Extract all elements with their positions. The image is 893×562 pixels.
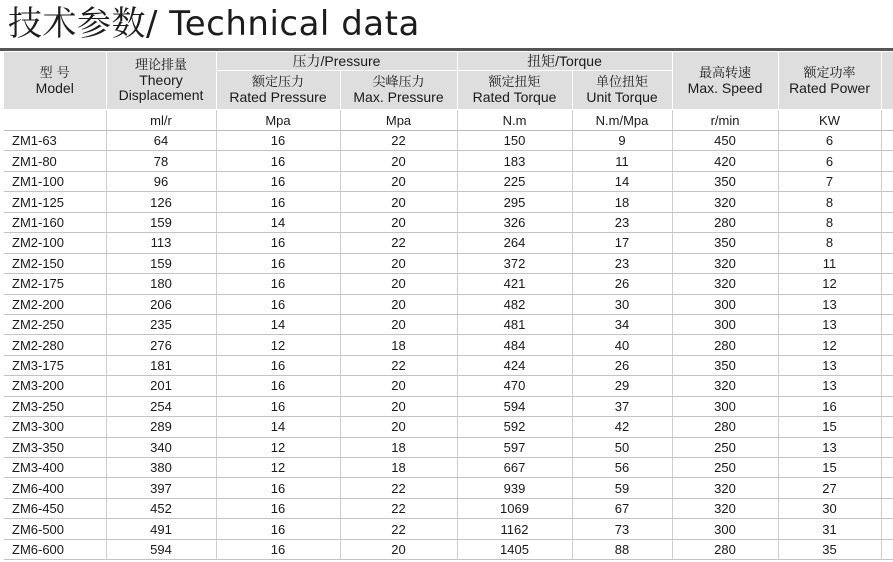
extra-cell	[881, 417, 893, 437]
value-cell: 16	[216, 539, 340, 559]
header-displacement: 理论排量 Theory Displacement	[106, 52, 216, 110]
table-row	[4, 498, 893, 518]
header-extra-cell	[881, 52, 893, 110]
value-cell: 421	[457, 274, 572, 294]
table-row	[4, 458, 893, 478]
header-max-pressure: 尖峰压力 Max. Pressure	[340, 71, 457, 110]
value-cell: 18	[340, 458, 457, 478]
extra-cell	[881, 253, 893, 273]
extra-cell	[881, 274, 893, 294]
title-divider	[0, 48, 893, 51]
value-cell: 13	[778, 294, 881, 314]
value-cell: 592	[457, 417, 572, 437]
value-cell: 159	[106, 212, 216, 232]
value-cell: 50	[572, 437, 672, 457]
value-cell: 40	[572, 335, 672, 355]
value-cell: 201	[106, 376, 216, 396]
value-cell: 482	[457, 294, 572, 314]
value-cell: 42	[572, 417, 672, 437]
unit-cell: ml/r	[106, 110, 216, 131]
value-cell: 300	[672, 519, 778, 539]
value-cell: 12	[778, 274, 881, 294]
value-cell: 594	[457, 396, 572, 416]
value-cell: 397	[106, 478, 216, 498]
value-cell: 16	[216, 151, 340, 171]
value-cell: 289	[106, 417, 216, 437]
value-cell: 22	[340, 519, 457, 539]
value-cell: 9	[572, 131, 672, 151]
extra-cell	[881, 376, 893, 396]
table-body	[4, 131, 893, 560]
model-cell: ZM2-280	[4, 335, 106, 355]
table-row	[4, 212, 893, 232]
extra-cell	[881, 192, 893, 212]
model-cell: ZM2-200	[4, 294, 106, 314]
unit-cell: r/min	[672, 110, 778, 131]
value-cell: 450	[672, 131, 778, 151]
value-cell: 26	[572, 274, 672, 294]
value-cell: 667	[457, 458, 572, 478]
value-cell: 20	[340, 314, 457, 334]
value-cell: 235	[106, 314, 216, 334]
model-cell: ZM6-450	[4, 498, 106, 518]
table-row	[4, 478, 893, 498]
value-cell: 15	[778, 417, 881, 437]
value-cell: 320	[672, 376, 778, 396]
unit-cell: N.m	[457, 110, 572, 131]
value-cell: 6	[778, 151, 881, 171]
model-cell: ZM2-150	[4, 253, 106, 273]
table-row	[4, 171, 893, 191]
model-cell: ZM3-300	[4, 417, 106, 437]
value-cell: 22	[340, 498, 457, 518]
value-cell: 16	[216, 498, 340, 518]
value-cell: 15	[778, 458, 881, 478]
value-cell: 8	[778, 233, 881, 253]
value-cell: 420	[672, 151, 778, 171]
value-cell: 13	[778, 314, 881, 334]
table-row	[4, 396, 893, 416]
value-cell: 16	[216, 376, 340, 396]
model-cell: ZM6-600	[4, 539, 106, 559]
value-cell: 22	[340, 131, 457, 151]
value-cell: 300	[672, 294, 778, 314]
value-cell: 300	[672, 314, 778, 334]
unit-cell-extra	[881, 110, 893, 131]
header-max-speed: 最高转速 Max. Speed	[672, 52, 778, 110]
model-cell: ZM2-175	[4, 274, 106, 294]
extra-cell	[881, 396, 893, 416]
value-cell: 939	[457, 478, 572, 498]
value-cell: 23	[572, 212, 672, 232]
model-cell: ZM2-250	[4, 314, 106, 334]
table-row	[4, 233, 893, 253]
value-cell: 206	[106, 294, 216, 314]
value-cell: 88	[572, 539, 672, 559]
value-cell: 16	[216, 396, 340, 416]
value-cell: 6	[778, 131, 881, 151]
value-cell: 67	[572, 498, 672, 518]
value-cell: 30	[778, 498, 881, 518]
value-cell: 326	[457, 212, 572, 232]
header-pressure-group: 压力/Pressure	[216, 52, 457, 71]
extra-cell	[881, 437, 893, 457]
value-cell: 20	[340, 396, 457, 416]
value-cell: 250	[672, 458, 778, 478]
value-cell: 16	[216, 519, 340, 539]
extra-cell	[881, 294, 893, 314]
value-cell: 16	[778, 396, 881, 416]
extra-cell	[881, 519, 893, 539]
value-cell: 484	[457, 335, 572, 355]
value-cell: 64	[106, 131, 216, 151]
value-cell: 183	[457, 151, 572, 171]
model-cell: ZM2-100	[4, 233, 106, 253]
model-cell: ZM1-63	[4, 131, 106, 151]
value-cell: 300	[672, 396, 778, 416]
value-cell: 16	[216, 294, 340, 314]
model-cell: ZM3-250	[4, 396, 106, 416]
value-cell: 470	[457, 376, 572, 396]
table-row	[4, 151, 893, 171]
value-cell: 594	[106, 539, 216, 559]
value-cell: 17	[572, 233, 672, 253]
value-cell: 280	[672, 212, 778, 232]
value-cell: 20	[340, 253, 457, 273]
value-cell: 12	[778, 335, 881, 355]
value-cell: 276	[106, 335, 216, 355]
value-cell: 18	[572, 192, 672, 212]
extra-cell	[881, 539, 893, 559]
value-cell: 14	[572, 171, 672, 191]
value-cell: 491	[106, 519, 216, 539]
value-cell: 380	[106, 458, 216, 478]
table-row	[4, 335, 893, 355]
value-cell: 372	[457, 253, 572, 273]
value-cell: 20	[340, 171, 457, 191]
extra-cell	[881, 458, 893, 478]
model-cell: ZM3-200	[4, 376, 106, 396]
value-cell: 23	[572, 253, 672, 273]
value-cell: 350	[672, 355, 778, 375]
value-cell: 280	[672, 539, 778, 559]
table-row	[4, 519, 893, 539]
extra-cell	[881, 233, 893, 253]
value-cell: 16	[216, 274, 340, 294]
value-cell: 481	[457, 314, 572, 334]
value-cell: 280	[672, 335, 778, 355]
value-cell: 13	[778, 437, 881, 457]
table-row	[4, 539, 893, 559]
table-row	[4, 294, 893, 314]
value-cell: 13	[778, 376, 881, 396]
model-cell: ZM1-160	[4, 212, 106, 232]
value-cell: 37	[572, 396, 672, 416]
header-torque-group: 扭矩/Torque	[457, 52, 672, 71]
value-cell: 113	[106, 233, 216, 253]
value-cell: 16	[216, 131, 340, 151]
value-cell: 20	[340, 192, 457, 212]
extra-cell	[881, 131, 893, 151]
value-cell: 20	[340, 417, 457, 437]
value-cell: 12	[216, 437, 340, 457]
units-row	[4, 110, 893, 131]
extra-cell	[881, 498, 893, 518]
value-cell: 7	[778, 171, 881, 191]
model-cell: ZM3-400	[4, 458, 106, 478]
value-cell: 295	[457, 192, 572, 212]
value-cell: 59	[572, 478, 672, 498]
page-title: 技术参数/ Technical data	[8, 4, 420, 44]
value-cell: 1069	[457, 498, 572, 518]
header-rated-power: 额定功率 Rated Power	[778, 52, 881, 110]
value-cell: 16	[216, 478, 340, 498]
value-cell: 13	[778, 355, 881, 375]
technical-data-table	[4, 52, 893, 560]
extra-cell	[881, 171, 893, 191]
value-cell: 16	[216, 233, 340, 253]
value-cell: 22	[340, 233, 457, 253]
model-cell: ZM1-100	[4, 171, 106, 191]
value-cell: 30	[572, 294, 672, 314]
value-cell: 26	[572, 355, 672, 375]
value-cell: 14	[216, 417, 340, 437]
value-cell: 14	[216, 212, 340, 232]
value-cell: 20	[340, 376, 457, 396]
table-row	[4, 192, 893, 212]
value-cell: 225	[457, 171, 572, 191]
value-cell: 320	[672, 498, 778, 518]
value-cell: 16	[216, 253, 340, 273]
value-cell: 1405	[457, 539, 572, 559]
value-cell: 18	[340, 335, 457, 355]
value-cell: 452	[106, 498, 216, 518]
value-cell: 16	[216, 355, 340, 375]
header-unit-torque: 单位扭矩 Unit Torque	[572, 71, 672, 110]
value-cell: 126	[106, 192, 216, 212]
value-cell: 20	[340, 151, 457, 171]
value-cell: 320	[672, 478, 778, 498]
unit-cell: Mpa	[216, 110, 340, 131]
value-cell: 340	[106, 437, 216, 457]
table-row	[4, 355, 893, 375]
model-cell: ZM3-175	[4, 355, 106, 375]
value-cell: 14	[216, 314, 340, 334]
table-row	[4, 274, 893, 294]
extra-cell	[881, 212, 893, 232]
unit-cell-model	[4, 110, 106, 131]
model-cell: ZM6-500	[4, 519, 106, 539]
value-cell: 8	[778, 212, 881, 232]
value-cell: 16	[216, 171, 340, 191]
value-cell: 12	[216, 335, 340, 355]
extra-cell	[881, 478, 893, 498]
value-cell: 350	[672, 233, 778, 253]
extra-cell	[881, 314, 893, 334]
table-row	[4, 253, 893, 273]
value-cell: 31	[778, 519, 881, 539]
value-cell: 20	[340, 274, 457, 294]
unit-cell: KW	[778, 110, 881, 131]
model-cell: ZM1-80	[4, 151, 106, 171]
value-cell: 11	[778, 253, 881, 273]
value-cell: 1162	[457, 519, 572, 539]
value-cell: 35	[778, 539, 881, 559]
model-cell: ZM1-125	[4, 192, 106, 212]
table-row	[4, 417, 893, 437]
table-row	[4, 376, 893, 396]
value-cell: 264	[457, 233, 572, 253]
value-cell: 34	[572, 314, 672, 334]
table-row	[4, 437, 893, 457]
value-cell: 29	[572, 376, 672, 396]
value-cell: 16	[216, 192, 340, 212]
extra-cell	[881, 335, 893, 355]
unit-cell: N.m/Mpa	[572, 110, 672, 131]
model-cell: ZM3-350	[4, 437, 106, 457]
value-cell: 320	[672, 253, 778, 273]
value-cell: 56	[572, 458, 672, 478]
value-cell: 150	[457, 131, 572, 151]
header-rated-pressure: 额定压力 Rated Pressure	[216, 71, 340, 110]
table-row	[4, 131, 893, 151]
value-cell: 12	[216, 458, 340, 478]
header-rated-torque: 额定扭矩 Rated Torque	[457, 71, 572, 110]
value-cell: 180	[106, 274, 216, 294]
value-cell: 11	[572, 151, 672, 171]
value-cell: 20	[340, 294, 457, 314]
value-cell: 20	[340, 212, 457, 232]
model-cell: ZM6-400	[4, 478, 106, 498]
value-cell: 181	[106, 355, 216, 375]
value-cell: 20	[340, 539, 457, 559]
value-cell: 18	[340, 437, 457, 457]
value-cell: 254	[106, 396, 216, 416]
value-cell: 22	[340, 355, 457, 375]
value-cell: 22	[340, 478, 457, 498]
value-cell: 27	[778, 478, 881, 498]
extra-cell	[881, 355, 893, 375]
value-cell: 73	[572, 519, 672, 539]
value-cell: 8	[778, 192, 881, 212]
value-cell: 96	[106, 171, 216, 191]
unit-cell: Mpa	[340, 110, 457, 131]
value-cell: 320	[672, 274, 778, 294]
value-cell: 280	[672, 417, 778, 437]
value-cell: 159	[106, 253, 216, 273]
value-cell: 250	[672, 437, 778, 457]
value-cell: 320	[672, 192, 778, 212]
value-cell: 78	[106, 151, 216, 171]
value-cell: 350	[672, 171, 778, 191]
extra-cell	[881, 151, 893, 171]
table-row	[4, 314, 893, 334]
header-model: 型 号 Model	[4, 52, 106, 110]
value-cell: 597	[457, 437, 572, 457]
value-cell: 424	[457, 355, 572, 375]
